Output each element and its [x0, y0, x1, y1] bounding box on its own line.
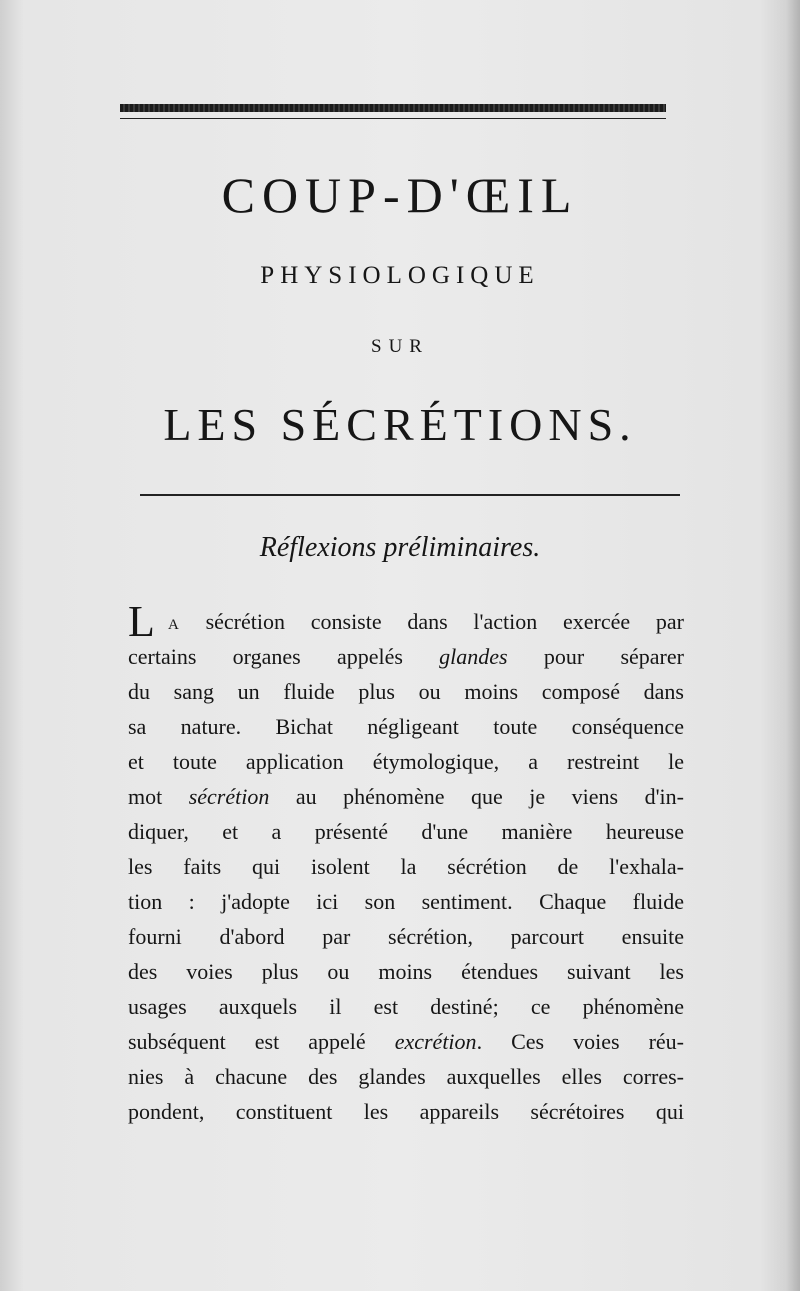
subtitle: PHYSIOLOGIQUE: [260, 262, 540, 289]
small-caps-letter: A: [168, 617, 180, 633]
text-line: fourni d'abord par sécrétion, parcourt ensuite: [128, 924, 684, 949]
page-edge-shadow: [786, 0, 800, 1291]
body-text: [128, 597, 685, 1129]
text-line: [128, 639, 684, 674]
main-title: COUP-D'ŒIL: [221, 167, 579, 223]
italic-term: glandes: [439, 644, 508, 669]
text-line: [128, 1024, 684, 1059]
text-line: diquer, et a présenté d'une manière heureuse: [128, 819, 684, 844]
text-fragment: sécrétion consiste dans l'action exercée par: [205, 609, 684, 634]
text-line: sa nature. Bichat négligeant toute conséquence: [128, 714, 684, 739]
title-connector: SUR: [371, 336, 429, 357]
text-fragment: pour séparer: [507, 644, 684, 669]
italic-term: sécrétion: [188, 784, 270, 809]
header-ornament-rule: [120, 104, 666, 112]
topic-title: LES SÉCRÉTIONS.: [163, 399, 637, 450]
text-fragment: au phénomène que je viens d'in-: [269, 784, 684, 809]
text-fragment: mot: [128, 784, 189, 809]
text-line: les faits qui isolent la sécrétion de l'exhala-: [128, 854, 684, 879]
text-fragment: certains organes appelés: [128, 644, 440, 669]
text-line: [128, 779, 684, 814]
text-fragment: . Ces voies réu-: [476, 1029, 685, 1054]
text-line: usages auxquels il est destiné; ce phénomène: [128, 994, 684, 1019]
text-line: et toute application étymologique, a restreint le: [128, 749, 684, 774]
text-line: du sang un fluide plus ou moins composé dans: [128, 679, 684, 704]
text-fragment: subséquent est appelé: [128, 1029, 395, 1054]
italic-term: excrétion: [394, 1029, 477, 1054]
section-divider: [140, 494, 680, 496]
text-line: des voies plus ou moins étendues suivant les: [128, 959, 684, 984]
text-line: tion : j'adopte ici son sentiment. Chaque fluide: [128, 889, 684, 914]
text-line: pondent, constituent les appareils sécrétoires qui: [128, 1099, 684, 1124]
drop-cap: L: [128, 597, 155, 646]
text-line: nies à chacune des glandes auxquelles elles corres-: [128, 1064, 684, 1089]
text-line: [128, 597, 684, 646]
section-title: Réflexions préliminaires.: [259, 532, 541, 563]
header-thin-rule: [120, 118, 666, 119]
